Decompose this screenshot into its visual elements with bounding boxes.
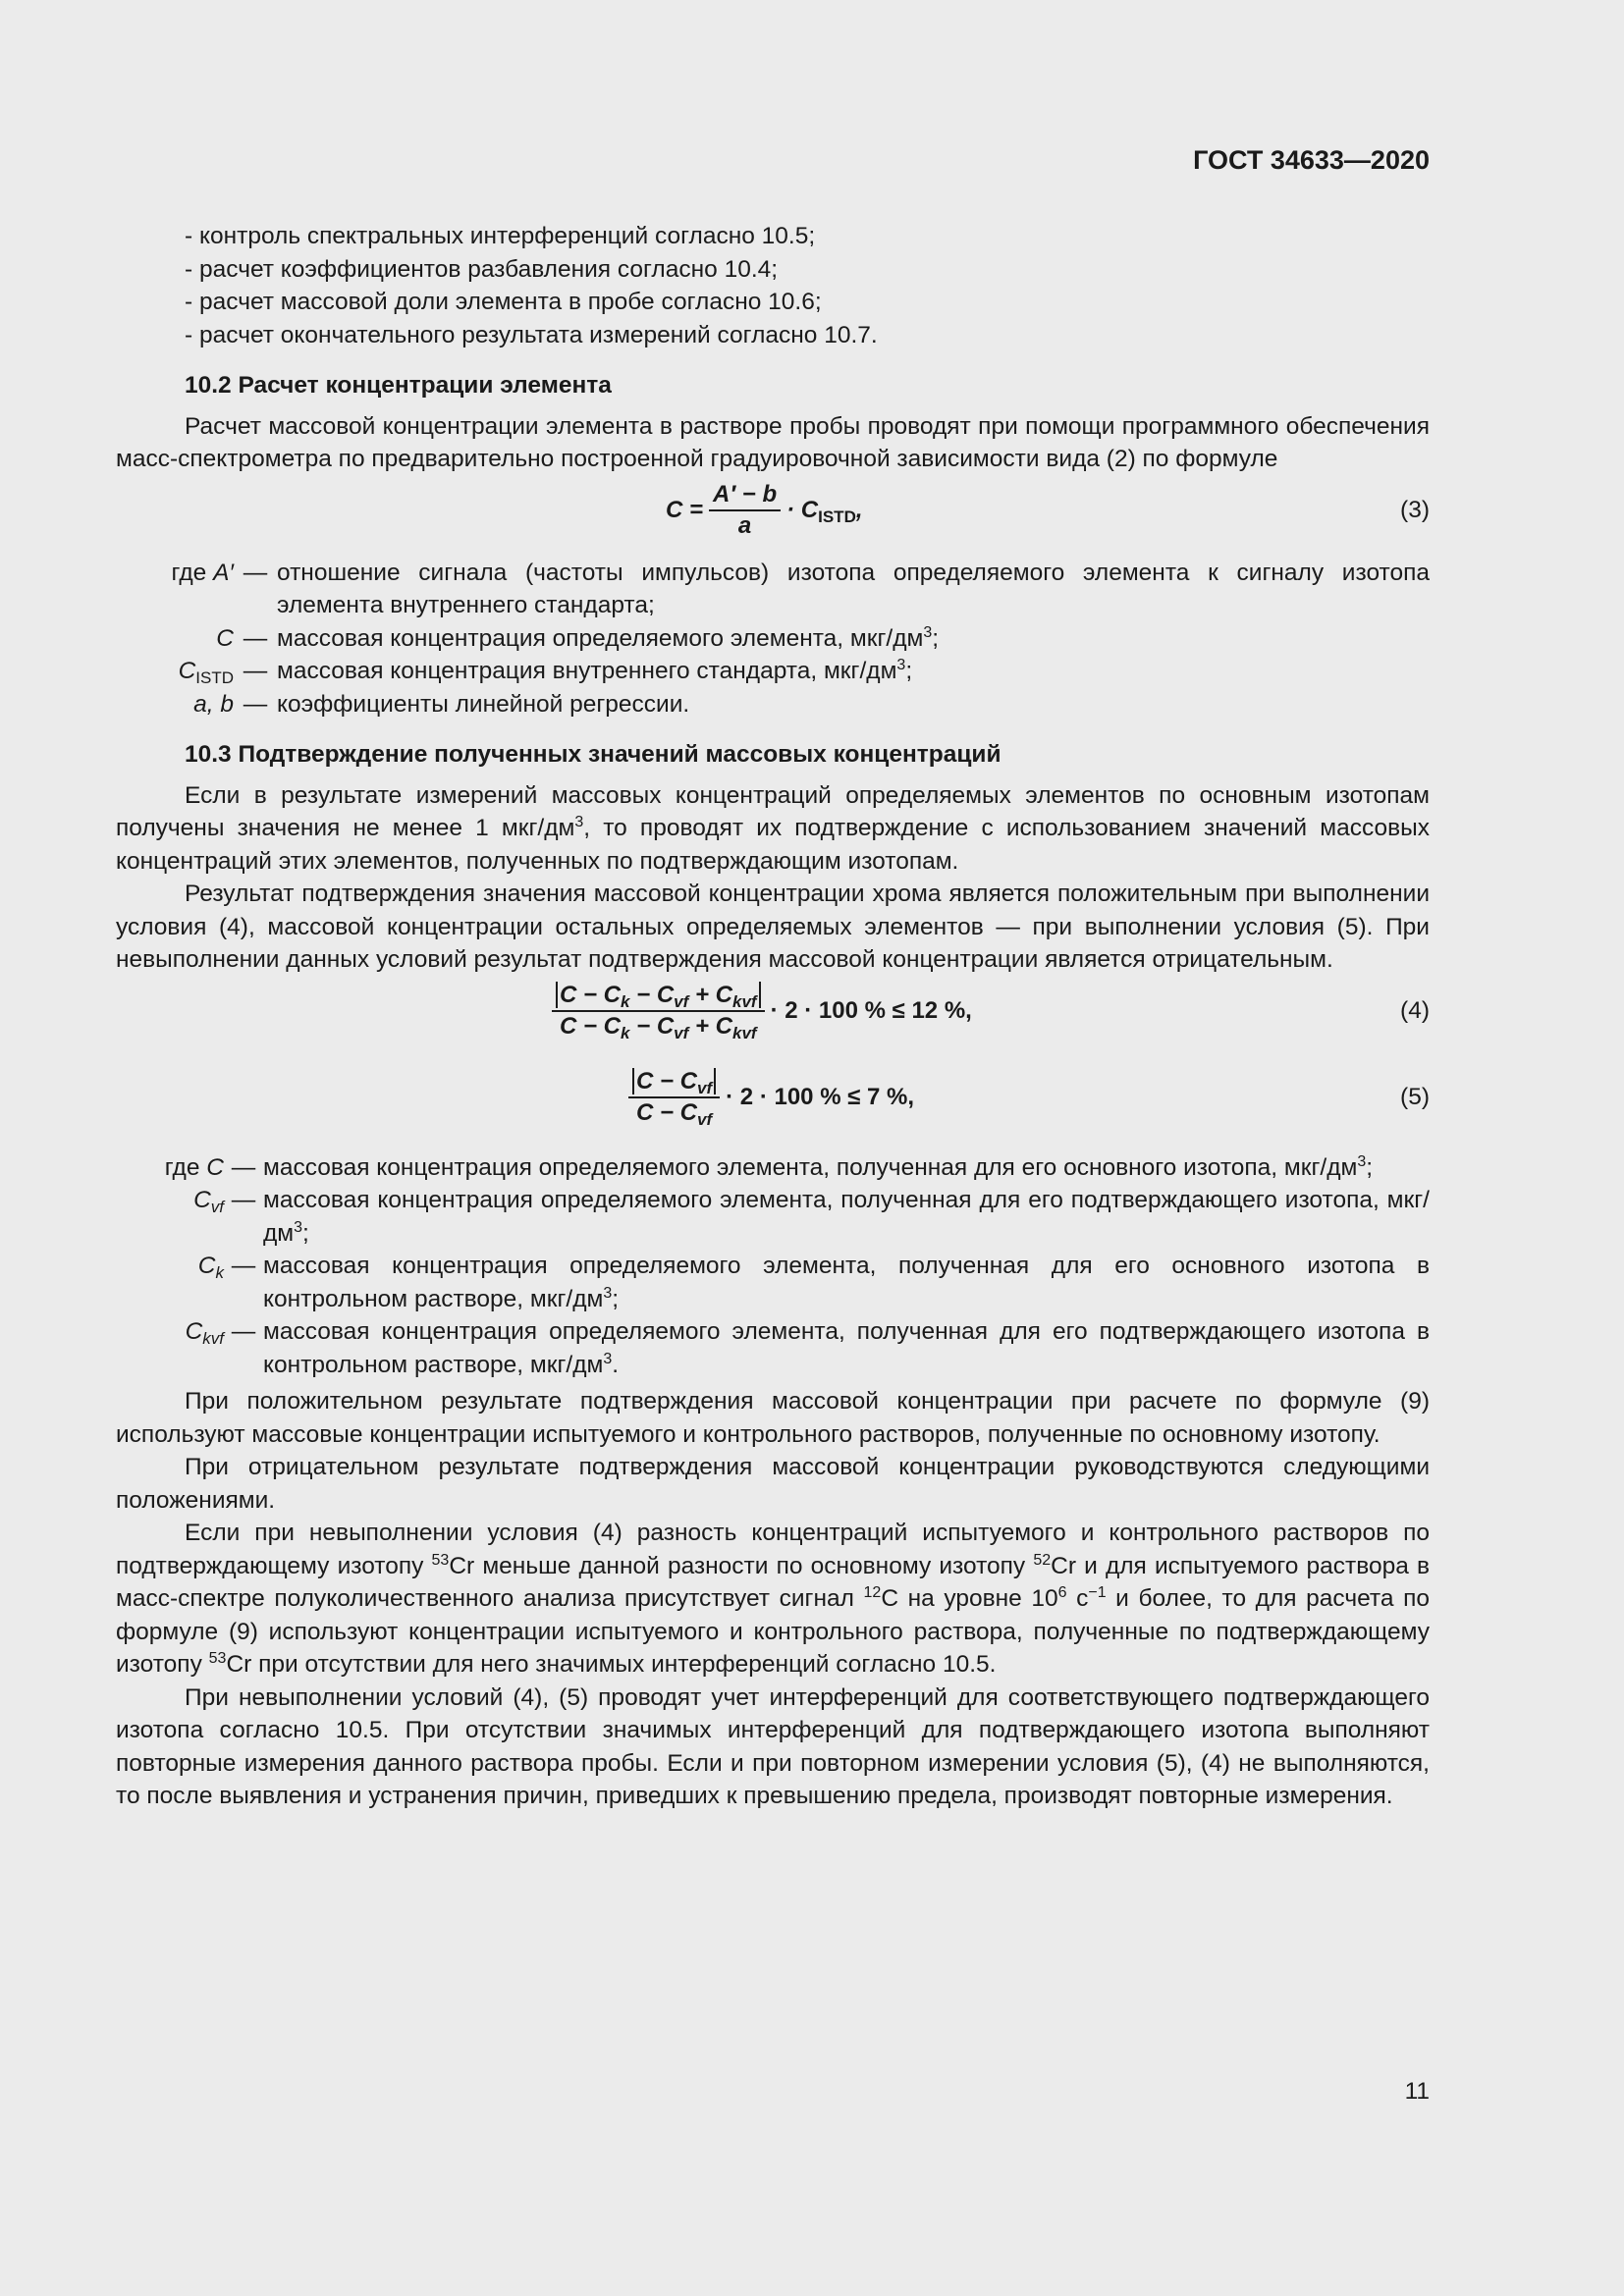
list-item: - контроль спектральных интерференций согласно 10.5; (185, 220, 1430, 253)
paragraph: Если в результате измерений массовых концентраций определяемых элементов по основным изотопам получены значения не менее 1 мкг/$дм^3$, то проводят их подтверждение с использованием значений массовых концентраций этих элементов, полученных по подтверждающим изотопам. (116, 781, 1430, 875)
formula-4 (116, 981, 1430, 1053)
formula-5 (116, 1067, 1430, 1140)
formula-number: (4) (1400, 996, 1430, 1024)
page-content (116, 220, 1430, 1813)
formula-3 (116, 480, 1430, 553)
bullet-list (116, 220, 1430, 351)
definition-row: $C_{kvf}$ — массовая концентрация определяемого элемента, полученная для его подтверждающего изотопа в контрольном растворе, мкг/$дм^3$. (185, 1318, 1430, 1378)
paragraph: При отрицательном результате подтверждения массовой концентрации руководствуются следующими положениями. (116, 1454, 1430, 1514)
paragraph: Если при невыполнении условия (4) разность концентраций испытуемого и контрольного растворов по подтверждающему изотопу $^{53}$Cr меньше данной разности по основному изотопу $^{52}$Cr и для испытуемого раствора в масс-спектре полуколичественного анализа присутствует сигнал $^{12}$C на уровне $10^6$ $с^{-1}$ и более, то для расчета по формуле (9) используют концентрации испытуемого и контрольного раствора, полученные по подтверждающему изотопу $^{53}$Cr при отсутствии для него значимых интерференций согласно 10.5. (116, 1520, 1430, 1678)
formula-3-expression: C = $\frac{A' - b}{a}$ · $C_{ISTD}$, (666, 480, 863, 539)
definitions-list (116, 1151, 1430, 1382)
definition-row: $C_k$ — массовая концентрация определяемого элемента, полученная для его основного изотопа в контрольном растворе, мкг/$дм^3$; (197, 1253, 1430, 1312)
definition-row: $C_{vf}$ — массовая концентрация определяемого элемента, полученная для его подтверждающего изотопа, мкг/$дм^3$; (193, 1187, 1430, 1247)
paragraph: При положительном результате подтверждения массовой концентрации при расчете по формуле (9) используют массовые концентрации испытуемого и контрольного растворов, полученные по основному изотопу. (116, 1388, 1430, 1448)
section-heading-10-2: 10.2 Расчет концентрации элемента (185, 372, 612, 399)
definition-row: C — массовая концентрация определяемого элемента, мкг/$дм^3$; (216, 623, 940, 652)
list-item: - расчет окончательного результата измерений согласно 10.7. (185, 319, 1430, 352)
list-item: - расчет массовой доли элемента в пробе согласно 10.6; (185, 286, 1430, 319)
paragraph: Результат подтверждения значения массовой концентрации хрома является положительным при выполнении условия (4), массовой концентрации остальных определяемых элементов — при выполнении условия (5). При невыполнении данных условий результат подтверждения массовой концентрации является отрицательным. (116, 881, 1430, 973)
definition-row: где C — массовая концентрация определяемого элемента, полученная для его основного изотопа, мкг/$дм^3$; (164, 1152, 1374, 1181)
document-header: ГОСТ 34633—2020 (1193, 145, 1430, 175)
paragraph: Расчет массовой концентрации элемента в растворе пробы проводят при помощи программного обеспечения масс-спектрометра по предварительно построенной градуировочной зависимости вида (2) по формуле (116, 412, 1430, 472)
definitions-list (116, 557, 1430, 721)
page-number: 11 (1404, 2078, 1430, 2105)
formula-number: (5) (1400, 1083, 1430, 1110)
formula-5-expression: $\frac{C - C_{vf}}{C - C_{vf}}$ · 2 · 100 % ≤ 7 %, (623, 1067, 914, 1128)
paragraph: При невыполнении условий (4), (5) проводят учет интерференций для соответствующего подтверждающего изотопа согласно 10.5. При отсутствии значимых интерференций для подтверждающего изотопа выполняют повторные измерения данного раствора пробы. Если и при повторном измерении условия (5), (4) не выполняются, то после выявления и устранения причин, приведших к превышению предела, производят повторные измерения. (116, 1683, 1430, 1809)
definition-row: где A′ — отношение сигнала (частоты импульсов) изотопа определяемого элемента к сигналу изотопа элемента внутреннего стандарта; (171, 559, 1430, 618)
list-item: - расчет коэффициентов разбавления согласно 10.4; (185, 253, 1430, 287)
formula-number: (3) (1400, 496, 1430, 523)
definition-row: $C_{ISTD}$ — массовая концентрация внутреннего стандарта, мкг/$дм^3$; (178, 657, 913, 687)
section-heading-10-3: 10.3 Подтверждение полученных значений массовых концентраций (185, 741, 1001, 768)
formula-4-expression: $\frac{C - C_k - C_{vf} + C_{kvf}}{C - C_k - C_{vf} + C_{kvf}}$ · 2 · 100 % ≤ 12 %, (546, 981, 972, 1041)
definition-row: a, b — коэффициенты линейной регрессии. (193, 690, 690, 718)
